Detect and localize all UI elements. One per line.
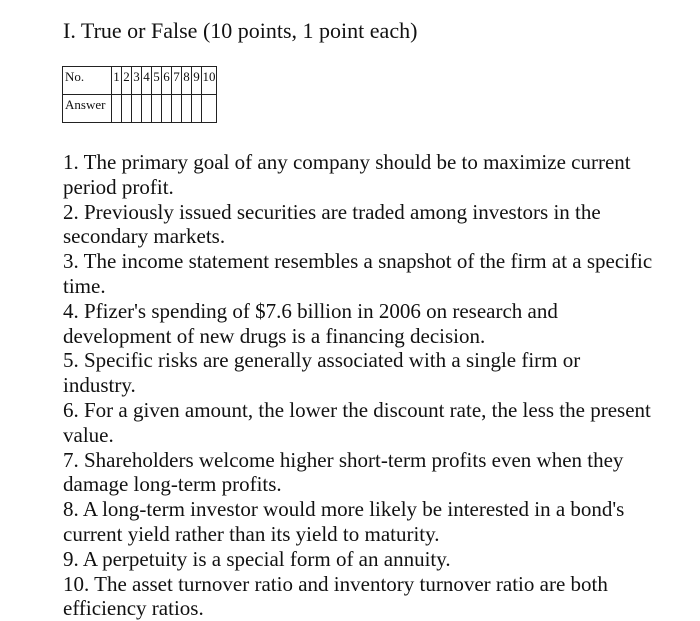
question-item: 6. For a given amount, the lower the discount rate, the less the present value.	[63, 397, 651, 447]
answer-cell[interactable]	[112, 95, 122, 123]
answer-cell[interactable]	[182, 95, 192, 123]
answer-cell[interactable]	[122, 95, 132, 123]
question-item: 4. Pfizer's spending of $7.6 billion in 2006 on research and development of new drugs is a financing decision.	[63, 298, 558, 348]
question-item: 5. Specific risks are generally associated with a single firm or industry.	[63, 348, 581, 398]
question-number: 10	[202, 67, 217, 95]
question-number: 8	[182, 67, 192, 95]
question-number: 7	[172, 67, 182, 95]
answer-label: Answer	[63, 95, 112, 123]
answer-cell[interactable]	[152, 95, 162, 123]
number-row	[63, 67, 217, 95]
no-label: No.	[63, 67, 112, 95]
answer-table	[62, 66, 217, 123]
question-number: 6	[162, 67, 172, 95]
answer-cell[interactable]	[172, 95, 182, 123]
answer-row	[63, 95, 217, 123]
question-item: 3. The income statement resembles a snapshot of the firm at a specific time.	[63, 249, 653, 298]
question-item: 2. Previously issued securities are traded among investors in the secondary markets.	[63, 199, 601, 249]
question-item: 9. A perpetuity is a special form of an annuity.	[63, 546, 451, 571]
question-number: 4	[142, 67, 152, 95]
answer-cell[interactable]	[192, 95, 202, 123]
question-number: 9	[192, 67, 202, 95]
answer-cell[interactable]	[162, 95, 172, 123]
question-number: 5	[152, 67, 162, 95]
question-item: 7. Shareholders welcome higher short-term profits even when they damage long-term profits.	[63, 447, 624, 497]
question-list	[63, 150, 653, 621]
question-item: 8. A long-term investor would more likely be interested in a bond's current yield rather than its yield to maturity.	[63, 497, 625, 546]
question-item: 1. The primary goal of any company should be to maximize current period profit.	[63, 150, 631, 199]
question-number: 1	[112, 67, 122, 95]
question-number: 3	[132, 67, 142, 95]
answer-cell[interactable]	[142, 95, 152, 123]
question-number: 2	[122, 67, 132, 95]
answer-cell[interactable]	[132, 95, 142, 123]
answer-cell[interactable]	[202, 95, 217, 123]
question-item: 10. The asset turnover ratio and inventory turnover ratio are both efficiency ratios.	[63, 571, 608, 621]
section-title: I. True or False (10 points, 1 point each)	[63, 18, 418, 43]
